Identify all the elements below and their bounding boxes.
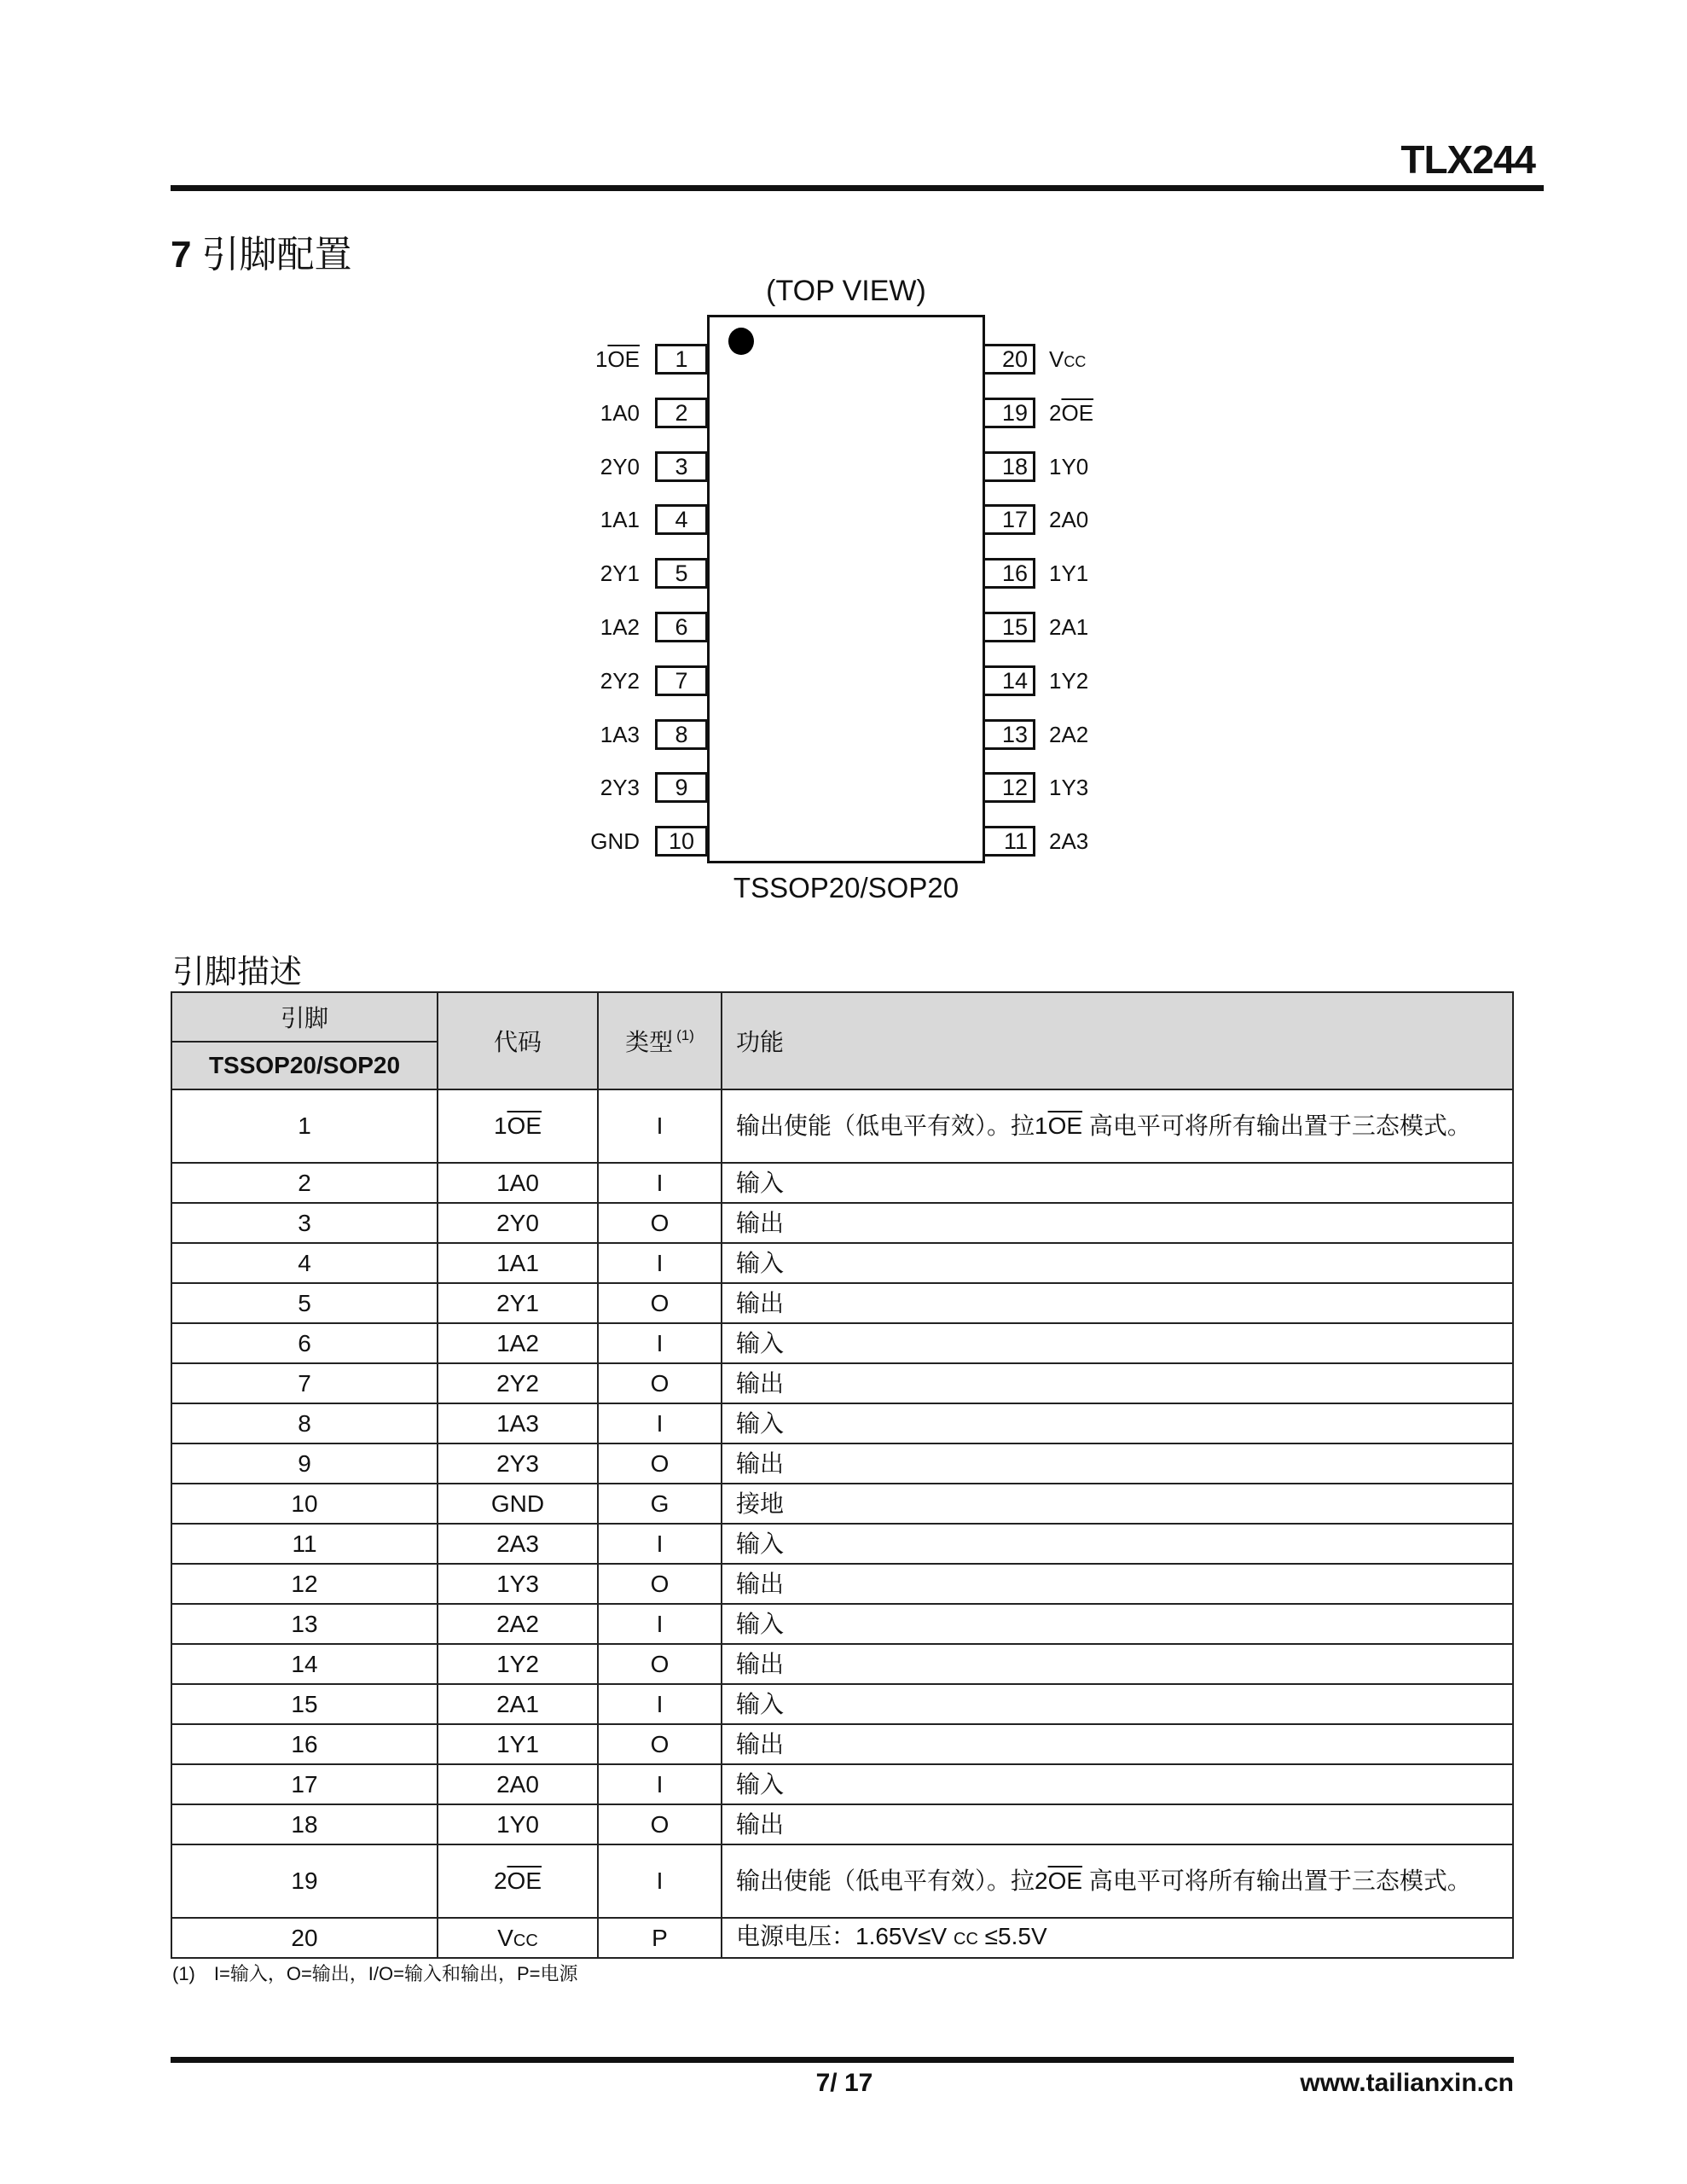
pin-type: P <box>652 1924 668 1951</box>
table-row <box>171 1484 1513 1524</box>
pin-label-right <box>1049 344 1086 377</box>
table-row <box>171 1918 1513 1958</box>
pin-number: 2 <box>298 1169 311 1196</box>
pin-label-right <box>1049 504 1088 535</box>
type-cell <box>598 1203 722 1243</box>
pin-name: 2A3 <box>1049 828 1089 855</box>
pin-name-sub: CC <box>1064 353 1087 370</box>
pin-label-left <box>563 719 640 750</box>
code-prefix: 2 <box>493 1867 507 1894</box>
function-text: 输入 <box>736 1329 785 1356</box>
pin-label-left <box>563 504 640 535</box>
table-row <box>171 1564 1513 1604</box>
pin-type: O <box>650 1289 670 1316</box>
website-link[interactable]: www.tailianxin.cn <box>1300 2069 1514 2097</box>
type-cell <box>598 1323 722 1363</box>
code-name: 1A3 <box>496 1409 539 1437</box>
function-text: 输入 <box>736 1409 785 1437</box>
code-cell <box>438 1323 598 1363</box>
pin-number-box: 2 <box>655 398 708 428</box>
code-cell <box>438 1203 598 1243</box>
code-name: 1A0 <box>496 1169 539 1196</box>
pin-number: 4 <box>298 1249 311 1276</box>
code-cell <box>438 1243 598 1283</box>
pin-name-prefix: 2 <box>1049 399 1062 426</box>
table-row <box>171 1363 1513 1403</box>
code-name: 2A0 <box>496 1770 539 1798</box>
function-text-cont: 高电平可将所有输出置于三态模式。 <box>1082 1867 1471 1894</box>
pin-number: 12 <box>291 1570 318 1597</box>
type-cell <box>598 1484 722 1524</box>
pin-number: 8 <box>298 1409 311 1437</box>
table-title: 引脚描述 <box>172 955 303 990</box>
function-text: 电源电压：1.65V≤V <box>736 1923 954 1949</box>
pin-name: 2A2 <box>1049 721 1089 747</box>
pin-number: 15 <box>291 1690 318 1717</box>
function-text: 接地 <box>736 1490 785 1517</box>
code-cell <box>438 1283 598 1323</box>
pin-type: O <box>650 1449 670 1477</box>
pin-label-left <box>563 612 640 642</box>
function-text: 输出 <box>736 1730 785 1757</box>
pin-name: $\overline{OE}$ <box>1061 399 1094 426</box>
type-cell <box>598 1443 722 1484</box>
pin-number-box: 4 <box>655 504 708 535</box>
footer-rule <box>171 2057 1514 2063</box>
pin-label-left <box>563 826 640 857</box>
code-cell <box>438 1089 598 1163</box>
pin-number-box: 20 <box>983 344 1035 375</box>
type-cell <box>598 1644 722 1684</box>
pin-number-box: 14 <box>983 665 1035 696</box>
code-cell <box>438 1844 598 1918</box>
pin-number-cell <box>171 1163 438 1203</box>
pin-name: 2Y2 <box>600 667 640 694</box>
code-name: 1A2 <box>496 1329 539 1356</box>
pin-type: I <box>656 1610 664 1637</box>
function-cell <box>722 1604 1513 1644</box>
pin-type: O <box>650 1369 670 1397</box>
table-row <box>171 1604 1513 1644</box>
function-cell <box>722 1443 1513 1484</box>
function-cell <box>722 1363 1513 1403</box>
pin-number-box: 11 <box>983 826 1035 857</box>
table-row <box>171 1644 1513 1684</box>
code-cell <box>438 1484 598 1524</box>
pin-number-box: 7 <box>655 665 708 696</box>
code-name: 2Y3 <box>496 1449 539 1477</box>
code-cell <box>438 1163 598 1203</box>
pin-label-left <box>563 398 640 428</box>
function-cell <box>722 1163 1513 1203</box>
code-cell <box>438 1918 598 1958</box>
code-name: 2Y0 <box>496 1209 539 1236</box>
pin-type: O <box>650 1810 670 1838</box>
type-cell <box>598 1804 722 1844</box>
pin-number-cell <box>171 1089 438 1163</box>
pin-name: 1Y3 <box>1049 775 1089 801</box>
table-row <box>171 1443 1513 1484</box>
package-label: TSSOP20/SOP20 <box>733 872 959 903</box>
code-cell <box>438 1524 598 1564</box>
footnote-text: I=输入，O=输出，I/O=输入和输出，P=电源 <box>213 1963 578 1984</box>
function-cell <box>722 1089 1513 1163</box>
pin-name: 1Y2 <box>1049 667 1089 694</box>
pin-label-right <box>1049 826 1088 857</box>
pin-type: I <box>656 1409 664 1437</box>
pin-type: I <box>656 1169 664 1196</box>
section-title: 引脚配置 <box>201 234 352 276</box>
pin-number-cell <box>171 1918 438 1958</box>
pin-type: G <box>650 1490 670 1517</box>
function-text: 输出 <box>736 1449 785 1477</box>
pin-name-prefix: V <box>1049 346 1064 372</box>
function-cell <box>722 1764 1513 1804</box>
function-text-cont: 高电平可将所有输出置于三态模式。 <box>1082 1112 1471 1139</box>
code-cell <box>438 1804 598 1844</box>
pin-name: $\overline{OE}$ <box>607 346 640 372</box>
pin-number-box: 6 <box>655 612 708 642</box>
pin-type: O <box>650 1209 670 1236</box>
pin-name-prefix: 1 <box>594 346 608 372</box>
function-text: 输入 <box>736 1169 785 1196</box>
code-name: 2Y1 <box>496 1289 539 1316</box>
code-name: $\overline{OE}$ <box>507 1112 542 1139</box>
code-name: $\overline{OE}$ <box>507 1867 542 1894</box>
code-cell <box>438 1564 598 1604</box>
code-name: GND <box>490 1490 545 1517</box>
pin-label-right <box>1049 665 1088 696</box>
pin-number-box: 3 <box>655 451 708 482</box>
function-text: 输出 <box>736 1209 785 1236</box>
header-rule <box>171 185 1544 191</box>
function-cell <box>722 1804 1513 1844</box>
table-row <box>171 1203 1513 1243</box>
pin-number-cell <box>171 1764 438 1804</box>
pin-label-right <box>1049 451 1088 482</box>
pin-label-left <box>563 772 640 803</box>
footnote-ref: (1) <box>676 1027 694 1043</box>
header-pin: 引脚 <box>171 992 438 1042</box>
pin-number-box: 15 <box>983 612 1035 642</box>
pin-number: 19 <box>291 1867 318 1894</box>
function-cell <box>722 1524 1513 1564</box>
pin-number: 7 <box>298 1369 311 1397</box>
pin-number-box: 5 <box>655 558 708 589</box>
type-cell <box>598 1764 722 1804</box>
type-cell <box>598 1684 722 1724</box>
pin-number: 6 <box>298 1329 311 1356</box>
type-cell <box>598 1283 722 1323</box>
function-cell <box>722 1403 1513 1443</box>
pin-number: 10 <box>291 1490 318 1517</box>
function-cell <box>722 1918 1513 1958</box>
function-subscript: CC <box>954 1930 978 1949</box>
section-heading <box>171 224 351 278</box>
code-name: 2A1 <box>496 1690 539 1717</box>
pin-name: 2Y1 <box>600 561 640 587</box>
pin-label-left <box>563 344 640 375</box>
type-cell <box>598 1844 722 1918</box>
code-name: 1A1 <box>496 1249 539 1276</box>
code-name: 1Y0 <box>496 1810 539 1838</box>
pin-type: I <box>656 1530 664 1557</box>
header-function: 功能 <box>722 992 1513 1089</box>
pin-number-box: 8 <box>655 719 708 750</box>
code-name: 2A2 <box>496 1610 539 1637</box>
function-text: 输出 <box>736 1369 785 1397</box>
pin-name: 1A0 <box>600 399 640 426</box>
pin-name: 1Y1 <box>1049 561 1089 587</box>
pin-name: 2Y0 <box>600 453 640 479</box>
type-cell <box>598 1363 722 1403</box>
pin-number-box: 13 <box>983 719 1035 750</box>
footnote-number: (1) <box>172 1963 195 1984</box>
pin-name: 2Y3 <box>600 775 640 801</box>
pin-label-right <box>1049 612 1088 642</box>
pin-name: GND <box>590 828 640 855</box>
pin-number-cell <box>171 1524 438 1564</box>
type-cell <box>598 1163 722 1203</box>
code-cell <box>438 1644 598 1684</box>
pin-type: I <box>656 1867 664 1894</box>
function-cell <box>722 1644 1513 1684</box>
function-text: 输入 <box>736 1249 785 1276</box>
code-cell <box>438 1604 598 1644</box>
pin-label-right <box>1049 772 1088 803</box>
pin-number-cell <box>171 1283 438 1323</box>
document-title: TLX244 <box>1400 137 1535 182</box>
function-overline-signal: $\overline{OE}$ <box>1047 1112 1083 1139</box>
code-cell <box>438 1403 598 1443</box>
pin-number: 17 <box>291 1770 318 1798</box>
pin-name: 1A3 <box>600 721 640 747</box>
pin-type: I <box>656 1112 664 1139</box>
function-cell <box>722 1203 1513 1243</box>
code-subscript: CC <box>513 1931 538 1950</box>
type-cell <box>598 1604 722 1644</box>
pin-number-box: 9 <box>655 772 708 803</box>
code-cell <box>438 1724 598 1764</box>
pin-name: 1A2 <box>600 614 640 640</box>
function-text-cont: ≤5.5V <box>977 1923 1047 1949</box>
pin-name: 2A1 <box>1049 614 1089 640</box>
type-cell <box>598 1724 722 1764</box>
pin-number: 14 <box>291 1650 318 1677</box>
table-row <box>171 1524 1513 1564</box>
table-row <box>171 1403 1513 1443</box>
pin-type: I <box>656 1329 664 1356</box>
table-row <box>171 1163 1513 1203</box>
pin-label-right <box>1049 558 1088 589</box>
function-cell <box>722 1484 1513 1524</box>
code-prefix: 1 <box>493 1112 507 1139</box>
header-package: TSSOP20/SOP20 <box>171 1042 438 1089</box>
table-row <box>171 1684 1513 1724</box>
function-cell <box>722 1243 1513 1283</box>
pin-number: 3 <box>298 1209 311 1236</box>
table-row <box>171 1323 1513 1363</box>
code-name: 1Y3 <box>496 1570 539 1597</box>
pin-number-cell <box>171 1804 438 1844</box>
pin-number: 5 <box>298 1289 311 1316</box>
function-cell <box>722 1283 1513 1323</box>
pin-type: O <box>650 1730 670 1757</box>
pin-number-cell <box>171 1844 438 1918</box>
pin-name: 2A0 <box>1049 507 1089 533</box>
pin-number: 16 <box>291 1730 318 1757</box>
table-row <box>171 1283 1513 1323</box>
pin-number-box: 10 <box>655 826 708 857</box>
code-name: 2A3 <box>496 1530 539 1557</box>
pin-label-left <box>563 451 640 482</box>
header-code: 代码 <box>438 992 598 1089</box>
function-text: 输入 <box>736 1530 785 1557</box>
pin-label-right <box>1049 719 1088 750</box>
pin-number: 9 <box>298 1449 311 1477</box>
code-name: 1Y1 <box>496 1730 539 1757</box>
pin-name: 1Y0 <box>1049 453 1089 479</box>
function-text: 输出使能（低电平有效）。拉1 <box>736 1112 1048 1139</box>
pin-number-cell <box>171 1484 438 1524</box>
function-text: 输出 <box>736 1650 785 1677</box>
pin-type: O <box>650 1570 670 1597</box>
function-text: 输出使能（低电平有效）。拉2 <box>736 1867 1048 1894</box>
pin-number-box: 19 <box>983 398 1035 428</box>
pin-label-right <box>1049 398 1093 428</box>
type-cell <box>598 1243 722 1283</box>
pin-number-cell <box>171 1203 438 1243</box>
table-row <box>171 1243 1513 1283</box>
code-name: 2Y2 <box>496 1369 539 1397</box>
pin-number-cell <box>171 1323 438 1363</box>
pin-number: 13 <box>291 1610 318 1637</box>
code-name: 1Y2 <box>496 1650 539 1677</box>
pin-description-table <box>171 991 1514 1959</box>
pin-number: 1 <box>298 1112 311 1139</box>
function-text: 输入 <box>736 1690 785 1717</box>
pin-number-cell <box>171 1403 438 1443</box>
table-row <box>171 1724 1513 1764</box>
function-text: 输出 <box>736 1570 785 1597</box>
type-cell <box>598 1403 722 1443</box>
function-overline-signal: $\overline{OE}$ <box>1047 1867 1083 1894</box>
pin-type: O <box>650 1650 670 1677</box>
type-cell <box>598 1089 722 1163</box>
pin-number-cell <box>171 1564 438 1604</box>
table-row <box>171 1089 1513 1163</box>
code-cell <box>438 1363 598 1403</box>
pin-type: I <box>656 1249 664 1276</box>
type-cell <box>598 1918 722 1958</box>
pin-number-box: 16 <box>983 558 1035 589</box>
pin-name: 1A1 <box>600 507 640 533</box>
pin-number-cell <box>171 1684 438 1724</box>
function-cell <box>722 1844 1513 1918</box>
section-number: 7 <box>171 234 192 276</box>
table-row <box>171 1764 1513 1804</box>
pin-number-cell <box>171 1243 438 1283</box>
function-text: 输入 <box>736 1770 785 1798</box>
pin-number: 20 <box>291 1924 318 1951</box>
code-cell <box>438 1443 598 1484</box>
pin-number-box: 18 <box>983 451 1035 482</box>
function-text: 输出 <box>736 1810 785 1838</box>
function-text: 输出 <box>736 1289 785 1316</box>
pin-label-left <box>563 665 640 696</box>
page-number: 7/ 17 <box>815 2069 873 2097</box>
chip-body <box>707 315 985 863</box>
function-cell <box>722 1724 1513 1764</box>
pin-number-cell <box>171 1644 438 1684</box>
code-cell <box>438 1764 598 1804</box>
pin-number-box: 17 <box>983 504 1035 535</box>
code-prefix: V <box>497 1924 513 1951</box>
function-text: 输入 <box>736 1610 785 1637</box>
function-cell <box>722 1564 1513 1604</box>
pin-number-box: 12 <box>983 772 1035 803</box>
pin-number-cell <box>171 1604 438 1644</box>
code-cell <box>438 1684 598 1724</box>
footnote <box>172 1960 578 1986</box>
function-cell <box>722 1684 1513 1724</box>
type-cell <box>598 1524 722 1564</box>
pin-number-cell <box>171 1363 438 1403</box>
pin-type: I <box>656 1690 664 1717</box>
pin1-indicator-dot <box>728 328 754 355</box>
function-cell <box>722 1323 1513 1363</box>
pin-number-box: 1 <box>655 344 708 375</box>
table-row <box>171 1804 1513 1844</box>
top-view-label: (TOP VIEW) <box>766 275 926 307</box>
pin-type: I <box>656 1770 664 1798</box>
pin-number: 18 <box>291 1810 318 1838</box>
pin-number-cell <box>171 1724 438 1764</box>
pin-label-left <box>563 558 640 589</box>
type-cell <box>598 1564 722 1604</box>
header-type: 类型 $^{(1)}$ <box>598 992 722 1089</box>
table-row <box>171 1844 1513 1918</box>
pin-number-cell <box>171 1443 438 1484</box>
pin-number: 11 <box>292 1530 317 1557</box>
